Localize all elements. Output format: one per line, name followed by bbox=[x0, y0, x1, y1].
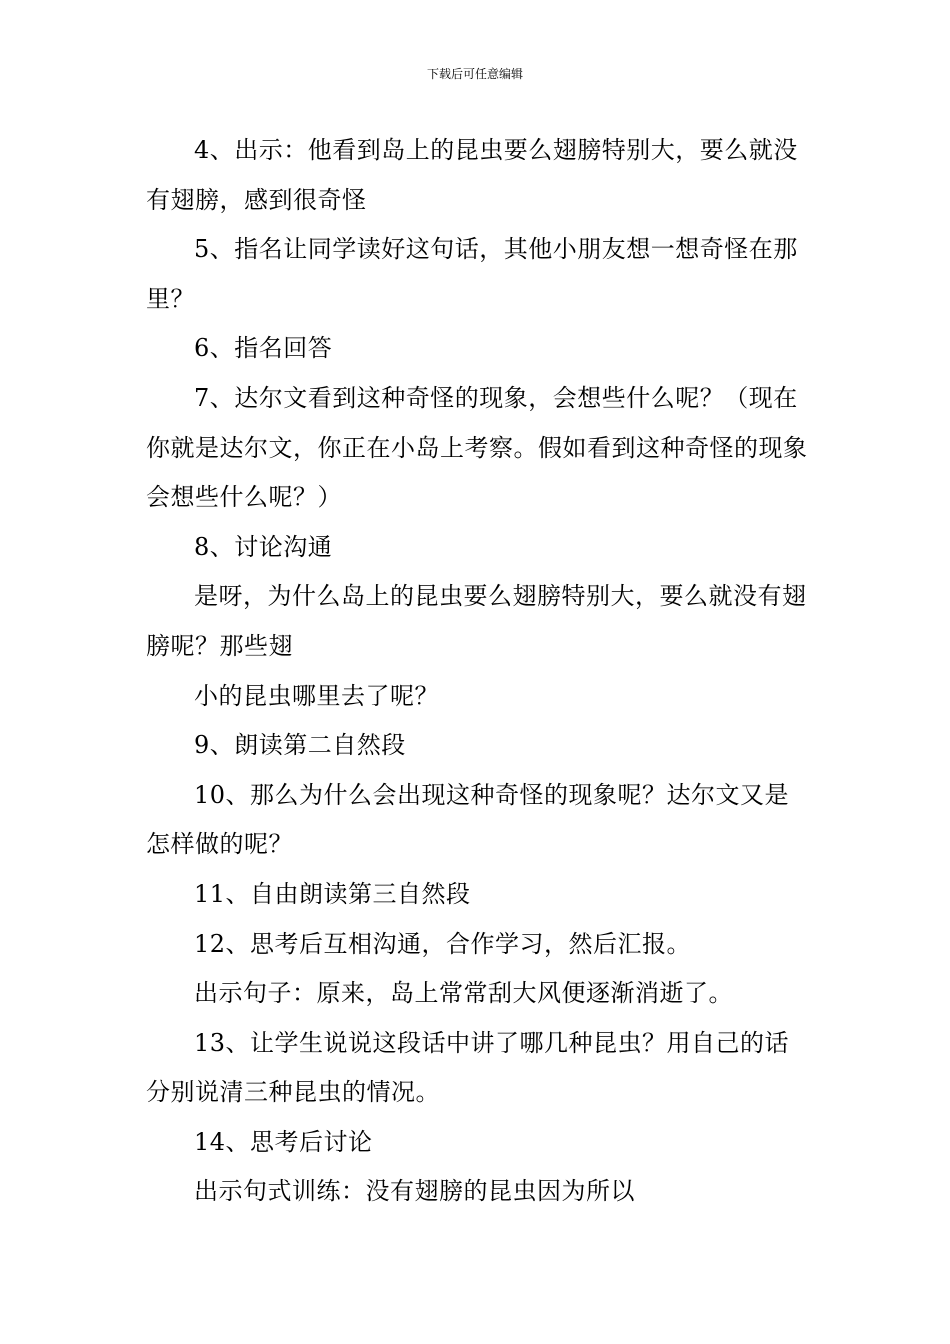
paragraph: 11、自由朗读第三自然段 bbox=[194, 879, 471, 908]
paragraph: 9、朗读第二自然段 bbox=[194, 731, 406, 760]
paragraph: 12、思考后互相沟通，合作学习，然后汇报。 bbox=[194, 929, 692, 958]
paragraph: 8、讨论沟通 bbox=[194, 532, 333, 561]
page-header: 下载后可任意编辑 bbox=[426, 67, 523, 81]
paragraph: 小的昆虫哪里去了呢？ bbox=[194, 681, 439, 710]
paragraph: 6、指名回答 bbox=[194, 334, 333, 363]
paragraph: 10、那么为什么会出现这种奇怪的现象呢？达尔文又是怎样做的呢？ bbox=[146, 780, 790, 859]
paragraph: 14、思考后讨论 bbox=[194, 1127, 373, 1156]
paragraph: 出示句子：原来，岛上常常刮大风便逐渐消逝了。 bbox=[194, 979, 733, 1008]
paragraph: 5、指名让同学读好这句话，其他小朋友想一想奇怪在那里？ bbox=[146, 235, 798, 313]
paragraph: 13、让学生说说这段话中讲了哪几种昆虫？用自己的话分别说清三种昆虫的情况。 bbox=[146, 1028, 790, 1107]
paragraph: 7、达尔文看到这种奇怪的现象，会想些什么呢？（现在你就是达尔文，你正在小岛上考察。假如看到这种奇怪的现象会想些什么呢？） bbox=[146, 383, 808, 512]
document-body bbox=[146, 126, 810, 1217]
paragraph: 出示句式训练：没有翅膀的昆虫因为所以 bbox=[194, 1177, 635, 1206]
paragraph: 4、出示：他看到岛上的昆虫要么翅膀特别大，要么就没有翅膀，感到很奇怪 bbox=[146, 136, 798, 214]
paragraph: 是呀，为什么岛上的昆虫要么翅膀特别大，要么就没有翅膀呢？那些翅 bbox=[146, 582, 807, 660]
